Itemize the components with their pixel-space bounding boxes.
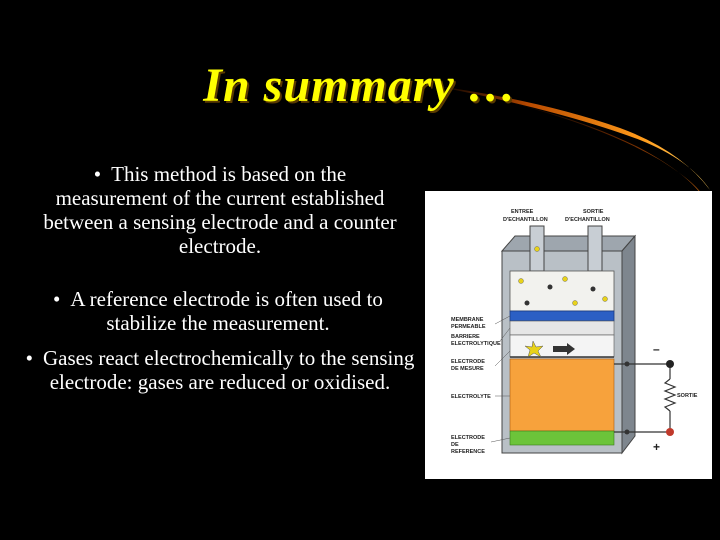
gas-particle bbox=[603, 297, 608, 302]
reference-label-2: DE bbox=[451, 442, 459, 448]
reference-label-3: REFERENCE bbox=[451, 449, 485, 455]
bullet-text: Gases react electrochemically to the sensing electrode: gases are reduced or oxidised. bbox=[42, 346, 415, 394]
bullet-marker: • bbox=[25, 346, 33, 370]
bullet-text: This method is based on the measurement of the current established between a sensing electrode and a counter electrode. bbox=[43, 162, 397, 258]
electrolyte bbox=[510, 359, 614, 431]
bullet-text: A reference electrode is often used to stabilize the measurement. bbox=[70, 287, 383, 335]
reference-label-1: ELECTRODE bbox=[451, 435, 485, 441]
inlet-label-2: D'ECHANTILLON bbox=[503, 217, 548, 223]
reference-electrode bbox=[510, 431, 614, 445]
minus-sign: – bbox=[653, 342, 660, 356]
plus-sign: + bbox=[653, 440, 661, 454]
resistor-icon bbox=[665, 379, 675, 411]
barrier-zone bbox=[510, 321, 614, 335]
slide-title: In summary … bbox=[203, 59, 517, 112]
barrier-label-1: BARRIERE bbox=[451, 334, 480, 340]
terminal-positive bbox=[666, 428, 674, 436]
bullet-marker: • bbox=[93, 162, 102, 186]
membrane bbox=[510, 311, 614, 321]
cell-side-face bbox=[622, 236, 635, 453]
outlet-label-2: D'ECHANTILLON bbox=[565, 217, 610, 223]
gas-particle bbox=[525, 301, 530, 306]
outlet-label-1: SORTIE bbox=[583, 209, 604, 215]
barrier-label-2: ELECTROLYTIQUE bbox=[451, 341, 501, 347]
outlet-tube bbox=[588, 226, 602, 271]
gas-particle bbox=[548, 285, 553, 290]
terminal-negative bbox=[666, 360, 674, 368]
bullet-item bbox=[18, 287, 418, 335]
bullet-item bbox=[40, 162, 400, 258]
bullet-item bbox=[25, 346, 415, 394]
gas-sensor-diagram bbox=[425, 191, 712, 479]
gas-particle bbox=[535, 247, 540, 252]
gas-particle bbox=[519, 279, 524, 284]
inlet-label-1: ENTREE bbox=[511, 209, 534, 215]
gas-particle bbox=[591, 287, 596, 292]
membrane-label-2: PERMEABLE bbox=[451, 324, 486, 330]
bullet-marker: • bbox=[53, 287, 61, 311]
junction-dot bbox=[625, 430, 630, 435]
measure-label-1: ELECTRODE bbox=[451, 359, 485, 365]
gas-particle bbox=[573, 301, 578, 306]
cell-top-face bbox=[502, 236, 635, 251]
output-label: SORTIE bbox=[677, 393, 698, 399]
membrane-label-1: MEMBRANE bbox=[451, 317, 484, 323]
measure-label-2: DE MESURE bbox=[451, 366, 484, 372]
junction-dot bbox=[625, 362, 630, 367]
gas-particle bbox=[563, 277, 568, 282]
electrolyte-label: ELECTROLYTE bbox=[451, 394, 491, 400]
